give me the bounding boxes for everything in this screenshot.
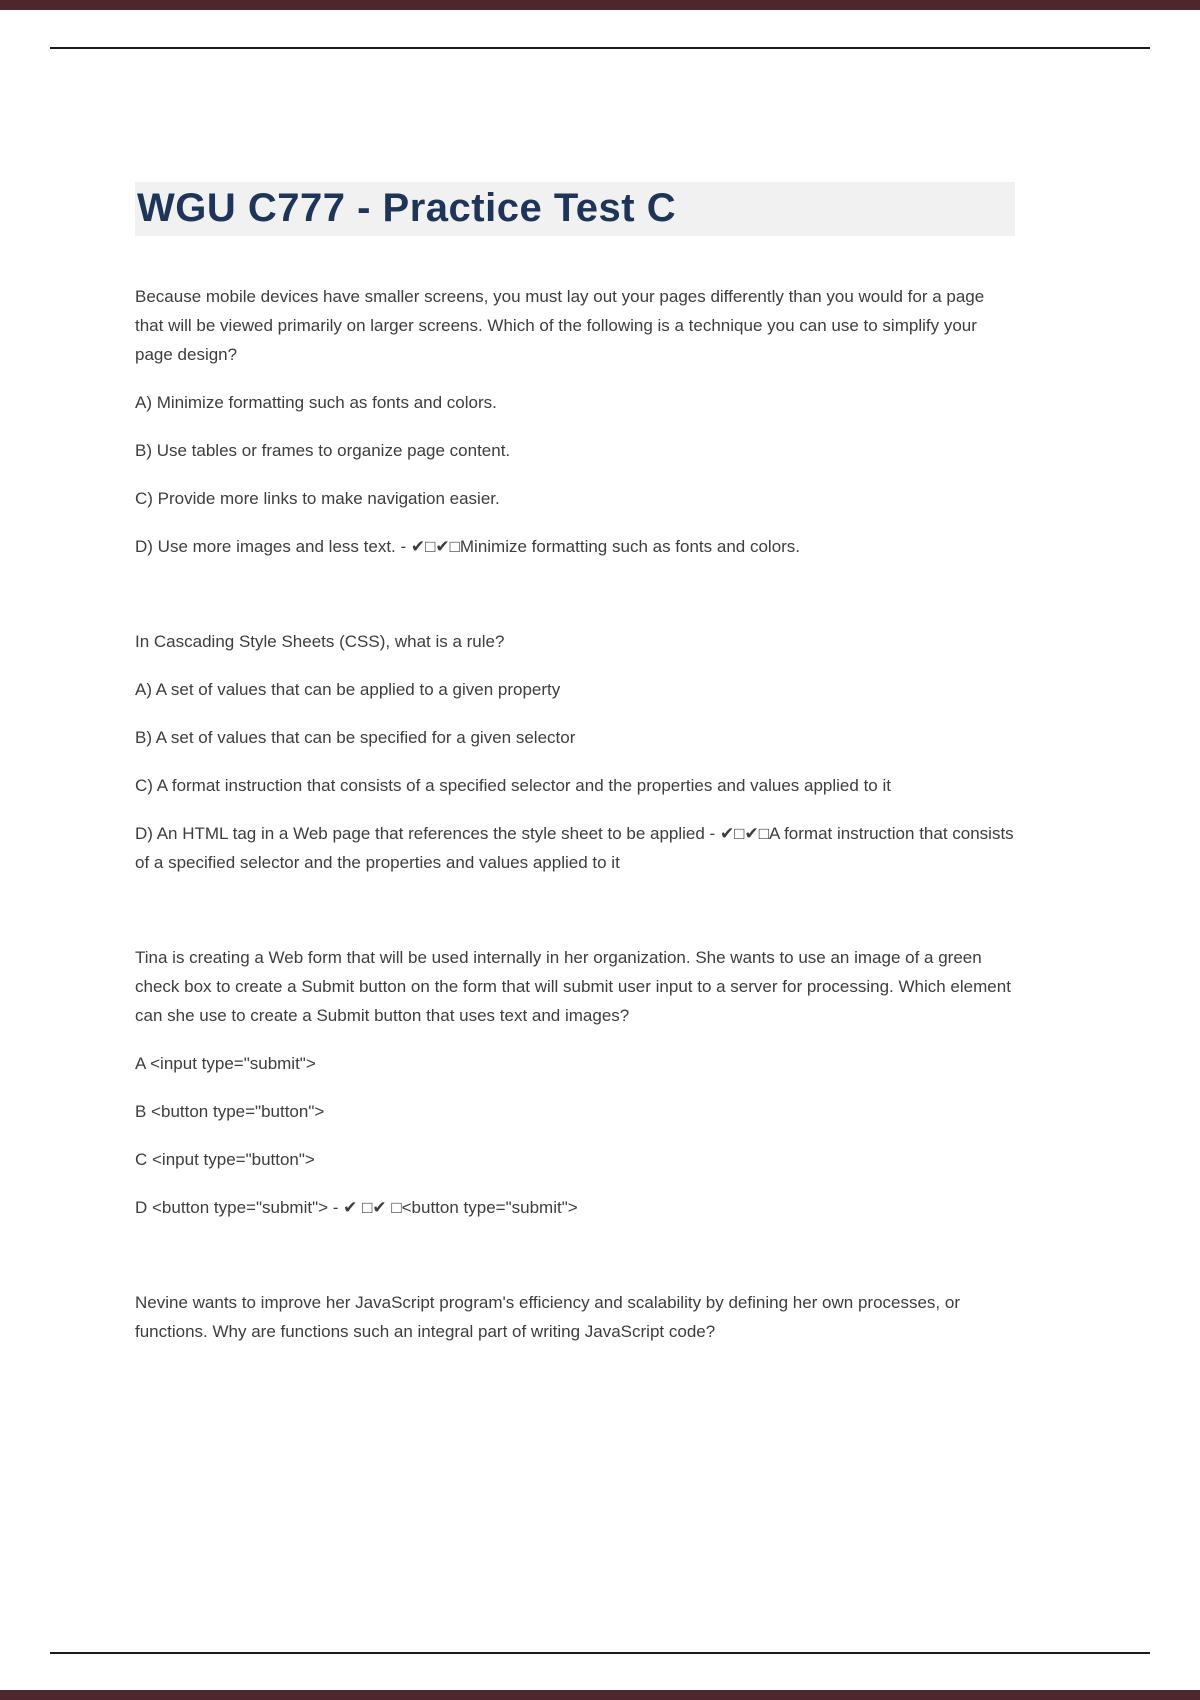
question-prompt: Because mobile devices have smaller screens, you must lay out your pages differently than you would for a page that will be viewed primarily on larger screens. Which of the following is a technique you can use to simplify your page design? [135,287,985,364]
question-block [135,627,1015,877]
answer-option: C <input type="button"> [135,1150,315,1169]
answer-option: B) A set of values that can be specified for a given selector [135,728,576,747]
question-block [135,282,1015,561]
answer-option: A <input type="submit"> [135,1054,316,1073]
answer-option: C) Provide more links to make navigation easier. [135,489,500,508]
question-prompt: Tina is creating a Web form that will be used internally in her organization. She wants to use an image of a green check box to create a Submit button on the form that will submit user input to a server for processing. Which element can she use to create a Submit button that uses text and images? [135,948,1011,1025]
answer-option: B) Use tables or frames to organize page content. [135,441,511,460]
answer-option: A) A set of values that can be applied to a given property [135,680,561,699]
question-block [135,1288,1015,1346]
answer-option: C) A format instruction that consists of a specified selector and the properties and values applied to it [135,776,891,795]
answer-option: A) Minimize formatting such as fonts and colors. [135,393,497,412]
question-prompt: Nevine wants to improve her JavaScript program's efficiency and scalability by defining her own processes, or functions. Why are functions such an integral part of writing JavaScript code? [135,1293,960,1341]
answer-option: B <button type="button"> [135,1102,325,1121]
bottom-border-bar [0,1690,1200,1700]
answer-option: D) Use more images and less text. - ✔□✔□Minimize formatting such as fonts and colors. [135,537,801,556]
page-title: WGU C777 - Practice Test C [135,182,1015,236]
bottom-rule-line [50,1652,1150,1654]
question-prompt: In Cascading Style Sheets (CSS), what is a rule? [135,632,505,651]
question-block [135,943,1015,1222]
answer-option: D) An HTML tag in a Web page that references the style sheet to be applied - ✔□✔□A format instruction that consists of a specified selector and the properties and values applied to it [135,824,1014,872]
document-body [135,0,1015,1365]
answer-option: D <button type="submit"> - ✔ □✔ □<button type="submit"> [135,1198,578,1217]
